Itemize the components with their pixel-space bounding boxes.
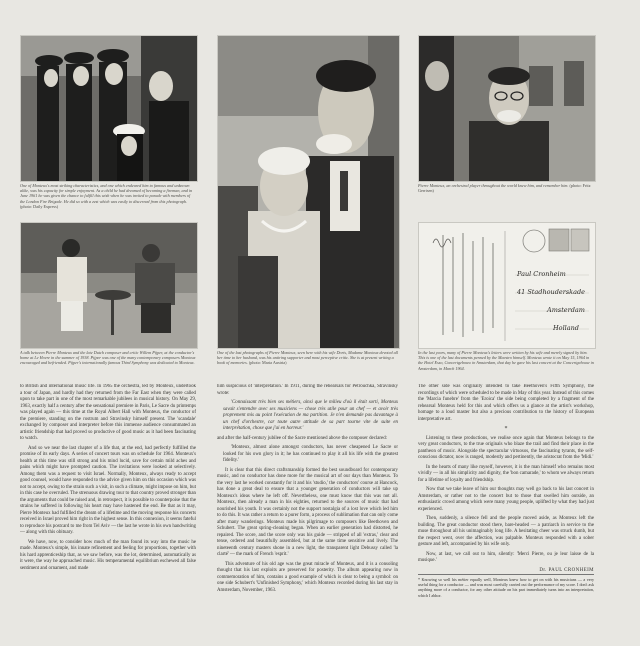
paragraph: Then, suddenly, a silence fell and the people moved aside, as Monteux left the building. The great conductor stood there, bare-headed — a patriarch in service to the muse throughout all his unimaginably long life. A hesitating cheer was struck dumb, but the respect went, over the affection, was palpable. Monteux responded with a sober gesture and left, accompanied by his wife only.: [418, 516, 594, 547]
paragraph: and after the half-century jubilee of the Sacre mentioned above the composer declared:: [217, 435, 388, 441]
paragraph: Listening to these productions, we realise once again that Monteux belongs to the very great conductors, to the true originals who blaze the trail and find their place in the pantheon of music. Alongside the spectacular virtuosos, the fascinating tyrants, the self-conscious dictator, now is ranged, modestly and pertinently, the aristocrat from the 'Midi.': [418, 435, 594, 460]
paragraph: In the hearts of many like myself, however, it is the man himself who remains most vividly — in all his simplicity and dignity, the 'bon camarade,' to whom we always return for a lifetime of loyalty and friendship.: [418, 464, 594, 483]
caption-credit: (photo: Daily Express): [20, 203, 59, 209]
photo-firemen-parade: [20, 35, 198, 182]
article-column-2: [217, 384, 398, 642]
photo-postcard: [418, 222, 596, 349]
paragraph: We have, now, to consider how much of the man found its way into the music he made. Monteux's simple, his innate refinement and feeling for proportions, together with his hard apprenticeship that, as we saw before, was the lot, determined, automatically as it were, the way he approached music. His temperamental equilibrium eschewed all false sentiment and ornament, and made: [20, 539, 196, 571]
caption-text: Pierre Monteux, an orchestral player throughout the world knew him, and remember him.: [418, 183, 569, 188]
paragraph: him suspicious of 'interpretation.' In 1911, during the rehearsals for Petrouchka, Stravinsky wrote:: [217, 384, 398, 396]
caption-firemen: [20, 183, 196, 219]
paragraph: The other side was originally intended to take Beethoven's Fifth Symphony, the recordings of which were scheduled to be made in May of this year. Instead of this comes the 'Marcia funebre' from the 'Eroica' the side being completed by a fragment of the rehearsal Monteux held for this and which offers us a glance at the artist's workshop, homage to a loud master but also a precious contribution to the history of European interpretative art.: [418, 384, 594, 422]
paragraph: Now, at last, we call out to him, silently: 'Merci Pierre, ou je leur laisse de la musique.': [418, 551, 594, 563]
photo-monteux-portrait: [418, 35, 596, 182]
quote: 'Monteux, almost alone amongst conductors, has never cheapened Le Sacre or looked for his own glory in it; he has continued to play it all his life with the greatest fidelity.': [223, 445, 398, 463]
caption-text: A talk between Pierre Monteux and the late Dutch composer and critic Willem Pijper, at the conductor's home at Le Hovre in the summer of 1938. Pijper was one of the many contemporary composers Monteux encouraged and befriended. Pijper's internationally famous Third Symphony was dedicated to Monteux.: [20, 350, 196, 366]
paragraph: And so we near the last chapter of a life that, at the end, had perfectly fulfilled the promise of its early days. A series of concert tours was on schedule for 1964. Monteux's health at this time was still strong and his mind lucid, save for certain mild aches and pains which might have prompted caution. The invitations were looked at selectively. Among them was a request to visit Israel. Normally, Monteux, always ready to accept good counsel, would have responded to the advice given him on this occasion which was not to accept, owing to the strain such a visit, in such a climate, might impose on him, but in this case he overruled. The strenuous drawing tour to that country proved stronger than the arguments that could be raised and, in retrospect, it is possible to counterpoise that the strains he suffered in following his heart may have hastened the end. Be that as it may, Pierre Monteux had fulfilled the dream of a lifetime and the moving response his concerts received in Israel proved him right in the highest sense. In this connexion, it seems fateful to reproduce his postcard to me from Tel Aviv — the last he wrote in his own handwriting — along with this obituary.: [20, 445, 196, 535]
photo-monteux-pijper: [20, 222, 198, 349]
article-column-1: [20, 384, 196, 642]
footnote: * Knowing so well his métier equally well, Monteux knew how to get on with his musicians — a very useful thing for a conductor — and was most carefully carried out the performance of my score. I don't ask anything more of a conductor, for any other attitude on his part immediately turns into an interpretation, which I abhor.: [418, 574, 594, 598]
paragraph: to British and international music life. In 1965 the orchestra, led by Monteux, undertook a tour of Japan, and hardly had they returned from the Far East when they were called upon to take part in one of the most remarkable jubilees in musical history. On May 29, 1963, exactly half a century after the sensational premiere in Paris, Le Sacre du printemps was played again — this time at the Royal Albert Hall with Monteux, the conductor of the premiere, standing on the rostrum and Stravinsky himself present. The 'scandale' exchanged by composer and interpreter before this immense audience consummated an artistic friendship that had proved so productive of good music as it had been fascinating to watch.: [20, 384, 196, 441]
paragraph: This adventure of his old age was the great miracle of Monteux, and it is a consoling thought that his last exploits are preserved for posterity. The album appearing now in commemoration of him, contains a good example of which is clear to being a symbol: on one side Schubert's 'Unfinished Symphony,' which Monteux recorded during his last stay in Amsterdam, November, 1963.: [217, 561, 398, 593]
section-break: *: [504, 426, 508, 432]
paragraph: It is clear that this direct craftsmanship formed the best soundboard for contemporary music, and no conductor has done more for the musical art of our days than Monteux. To the very last he worked constantly for it and his 'studio,' the conductors' course at Hancock, has done a great deal to ensure that a younger generation of conductors will take up Monteux's ideas where he left off. Nevertheless, one must know that this was not all. Monteux, then already a man in his eighties, returned to the sources of music that had nourished his youth. It was certainly not the support nostalgia of a lost love which led him to do this. It was rather a return to a purer form, a process of sublimation that can only come after many wanderings. Monteux made his pilgrimage to composers like Beethoven and Schubert. The great spring-cleaning began. When an earlier generation had distorted, he repaired. The score, and the score only was his guide — stripped of all 'extras,' clear and tense, ordered and beautifully assembled, but at the same time sensitive and lively. The nineteenth century masters shone in a new light, the transparent light Debussy called 'la clarté' — the mark of French 'esprit.': [217, 467, 398, 557]
caption-postcard: [418, 350, 594, 380]
letter-line: Amsterdam: [547, 306, 585, 314]
letter-line: Paul Cronheim: [517, 270, 566, 278]
caption-monteux-wife: [217, 350, 398, 380]
letter-line: Holland: [553, 324, 579, 332]
letter-line: 41 Stadhouderskade: [517, 288, 585, 296]
caption-credit: (photo: Maria Austria): [248, 360, 287, 366]
article-column-3: [418, 384, 594, 642]
caption-pijper: [20, 350, 196, 380]
caption-text: One of the last photographs of Pierre Monteux, seen here with his wife Doris, Madame Monteux devoted all her time to her husband, was his untiring supporter and most perceptive critic. She is at present writing a book of memories.: [217, 350, 398, 366]
caption-text: One of Monteux's most striking characteristics, and one which endeared him to famous and unknown alike, was his capacity for simple enjoyment. As a child he had dreamed of becoming a fireman, and in June 1961 he was given the chance to fulfill this wish when he was invited to parade with members of the London Fire Brigade. He did so with a zest which was easily to discerned from this photograph.: [20, 183, 193, 204]
paragraph: Now that we take leave of him our thoughts may well go back to his last concert in Amsterdam, or rather not to the concert but to those that swelled him outside, an enthusiastic crowd among which were many young people, uplifted by what they had just experienced.: [418, 487, 594, 512]
author-signature: Dr. PAUL CRONHEIM: [539, 567, 594, 573]
caption-credit: (photo: Fritz Gerrisen): [418, 183, 591, 194]
caption-text: In the last years, many of Pierre Monteux's letters were written by his wife and merely signed by him. This is one of the last documents penned by the Maestro himself. Monteux wrote it on May 15, 1964 in the Hotel Esso, Concertgebouw in Amsterdam, that day he gave his last concert at the Concertgebouw in Amsterdam, in March 1964.: [418, 350, 594, 371]
caption-portrait: [418, 183, 594, 203]
quote-french: 'Connaissant très bien ses métiers, ainsi que le milieu d'où il était sorti, Monteux savait s'entendre avec ses musiciens — chose très utile pour un chef — et avoir très proprement mis au point l'exécution de ma partition. Je n'en demande pas davantage à un chef d'orchestre, car toute autre attitude de sa part tourne vite de suite en interprétation, chose que j'ai en horreur.': [223, 400, 398, 431]
photo-monteux-and-wife: [217, 35, 400, 349]
